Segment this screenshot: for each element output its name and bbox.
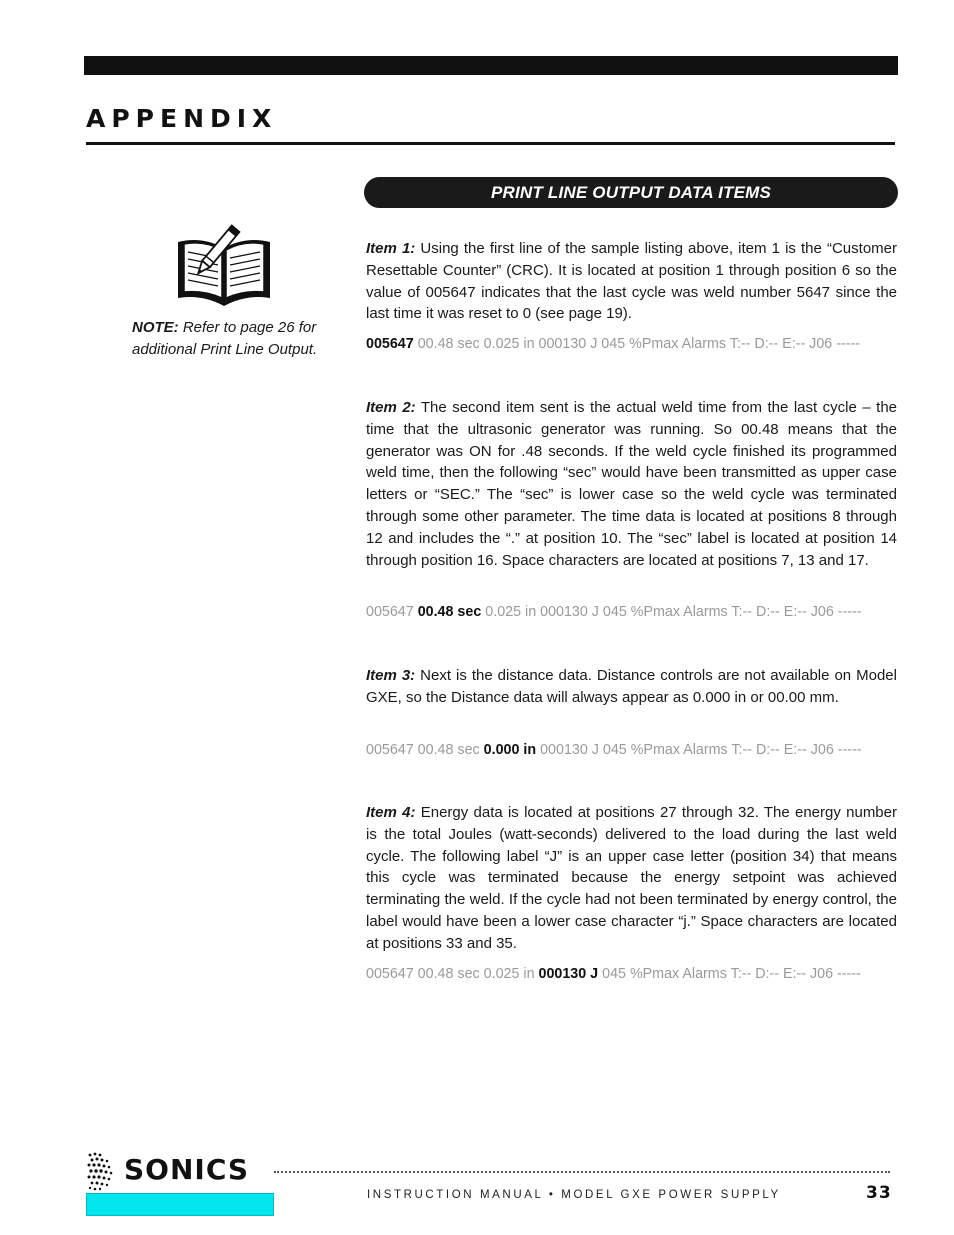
data-line-highlight: 000130 J <box>538 966 599 982</box>
item-2-label: Item 2: <box>366 399 416 416</box>
item-1-paragraph <box>366 238 897 325</box>
data-line-prefix: 005647 00.48 sec <box>366 742 484 758</box>
footer-dotted-rule <box>274 1171 890 1173</box>
section-heading <box>364 177 898 208</box>
sonics-logo-icon <box>86 1151 114 1191</box>
item-1-text: Using the first line of the sample listing above, item 1 is the “Customer Resettable Counter” (CRC). It is located at position 1 through position 6 so the value of 005647 indicates that the last cycle was weld number 5647 since the last time it was reset to 0 (see page 19). <box>366 240 897 323</box>
item-3-data-line <box>366 742 906 758</box>
item-4-paragraph <box>366 802 897 955</box>
data-line-suffix: 000130 J 045 %Pmax Alarms T:-- D:-- E:-- J06 ----- <box>536 742 862 758</box>
data-line-highlight: 00.48 sec <box>417 604 482 620</box>
data-line-prefix: 005647 00.48 sec 0.025 in <box>366 966 539 982</box>
item-2-paragraph <box>366 397 897 571</box>
note-label: NOTE: <box>132 319 179 336</box>
page-number: 33 <box>866 1183 892 1203</box>
item-4-label: Item 4: <box>366 804 416 821</box>
title-rule <box>86 142 895 145</box>
item-2-text: The second item sent is the actual weld time from the last cycle – the time that the ultrasonic generator was running. So 00.48 means that the generator was ON for .48 seconds. If the weld cycle finished its programmed weld time, then the following “sec” would have been transmitted as upper case letters or “SEC.” The “sec” is lower case so the weld cycle was terminated through some other parameter. The time data is located at positions 8 through 12 and includes the “.” at position 10. The “sec” label is located at position 14 through position 16. Space characters are located at positions 7, 13 and 17. <box>366 399 897 569</box>
item-4-text: Energy data is located at positions 27 through 32. The energy number is the total Joules (watt-seconds) delivered to the load during the last weld cycle. The following label “J” is an upper case letter (position 34) that means this cycle was terminated because the energy setpoint was achieved terminating the weld. If the cycle had not been terminated by energy control, the label would have been a lower case character “j.” Space characters are located at positions 33 and 35. <box>366 804 897 952</box>
data-line-highlight: 005647 <box>366 336 414 352</box>
data-line-suffix: 0.025 in 000130 J 045 %Pmax Alarms T:-- D:-- E:-- J06 ----- <box>481 604 862 620</box>
item-3-label: Item 3: <box>366 667 416 684</box>
data-line-prefix: 005647 <box>366 604 418 620</box>
item-4-data-line <box>366 966 906 982</box>
data-line-suffix: 045 %Pmax Alarms T:-- D:-- E:-- J06 ----- <box>598 966 861 982</box>
section-heading-text: PRINT LINE OUTPUT DATA ITEMS <box>490 182 772 202</box>
footer-manual-title: INSTRUCTION MANUAL • MODEL GXE POWER SUPPLY <box>367 1189 781 1201</box>
page-title: APPENDIX <box>86 104 278 133</box>
data-line-highlight: 0.000 in <box>483 742 537 758</box>
item-1-label: Item 1: <box>366 240 416 257</box>
item-2-data-line <box>366 604 906 620</box>
footer-accent-bar <box>86 1193 274 1216</box>
footer-brand: SONICS <box>124 1153 250 1186</box>
note-text: Refer to page 26 for additional Print Line Output. <box>132 319 318 358</box>
item-3-paragraph <box>366 665 897 709</box>
item-1-data-line <box>366 336 906 352</box>
data-line-suffix: 00.48 sec 0.025 in 000130 J 045 %Pmax Alarms T:-- D:-- E:-- J06 ----- <box>413 336 861 352</box>
sidebar-note <box>132 317 322 360</box>
book-and-pencil-icon <box>172 212 276 312</box>
item-3-text: Next is the distance data. Distance controls are not available on Model GXE, so the Distance data will always appear as 0.000 in or 00.00 mm. <box>366 667 897 706</box>
header-bar <box>84 56 898 75</box>
